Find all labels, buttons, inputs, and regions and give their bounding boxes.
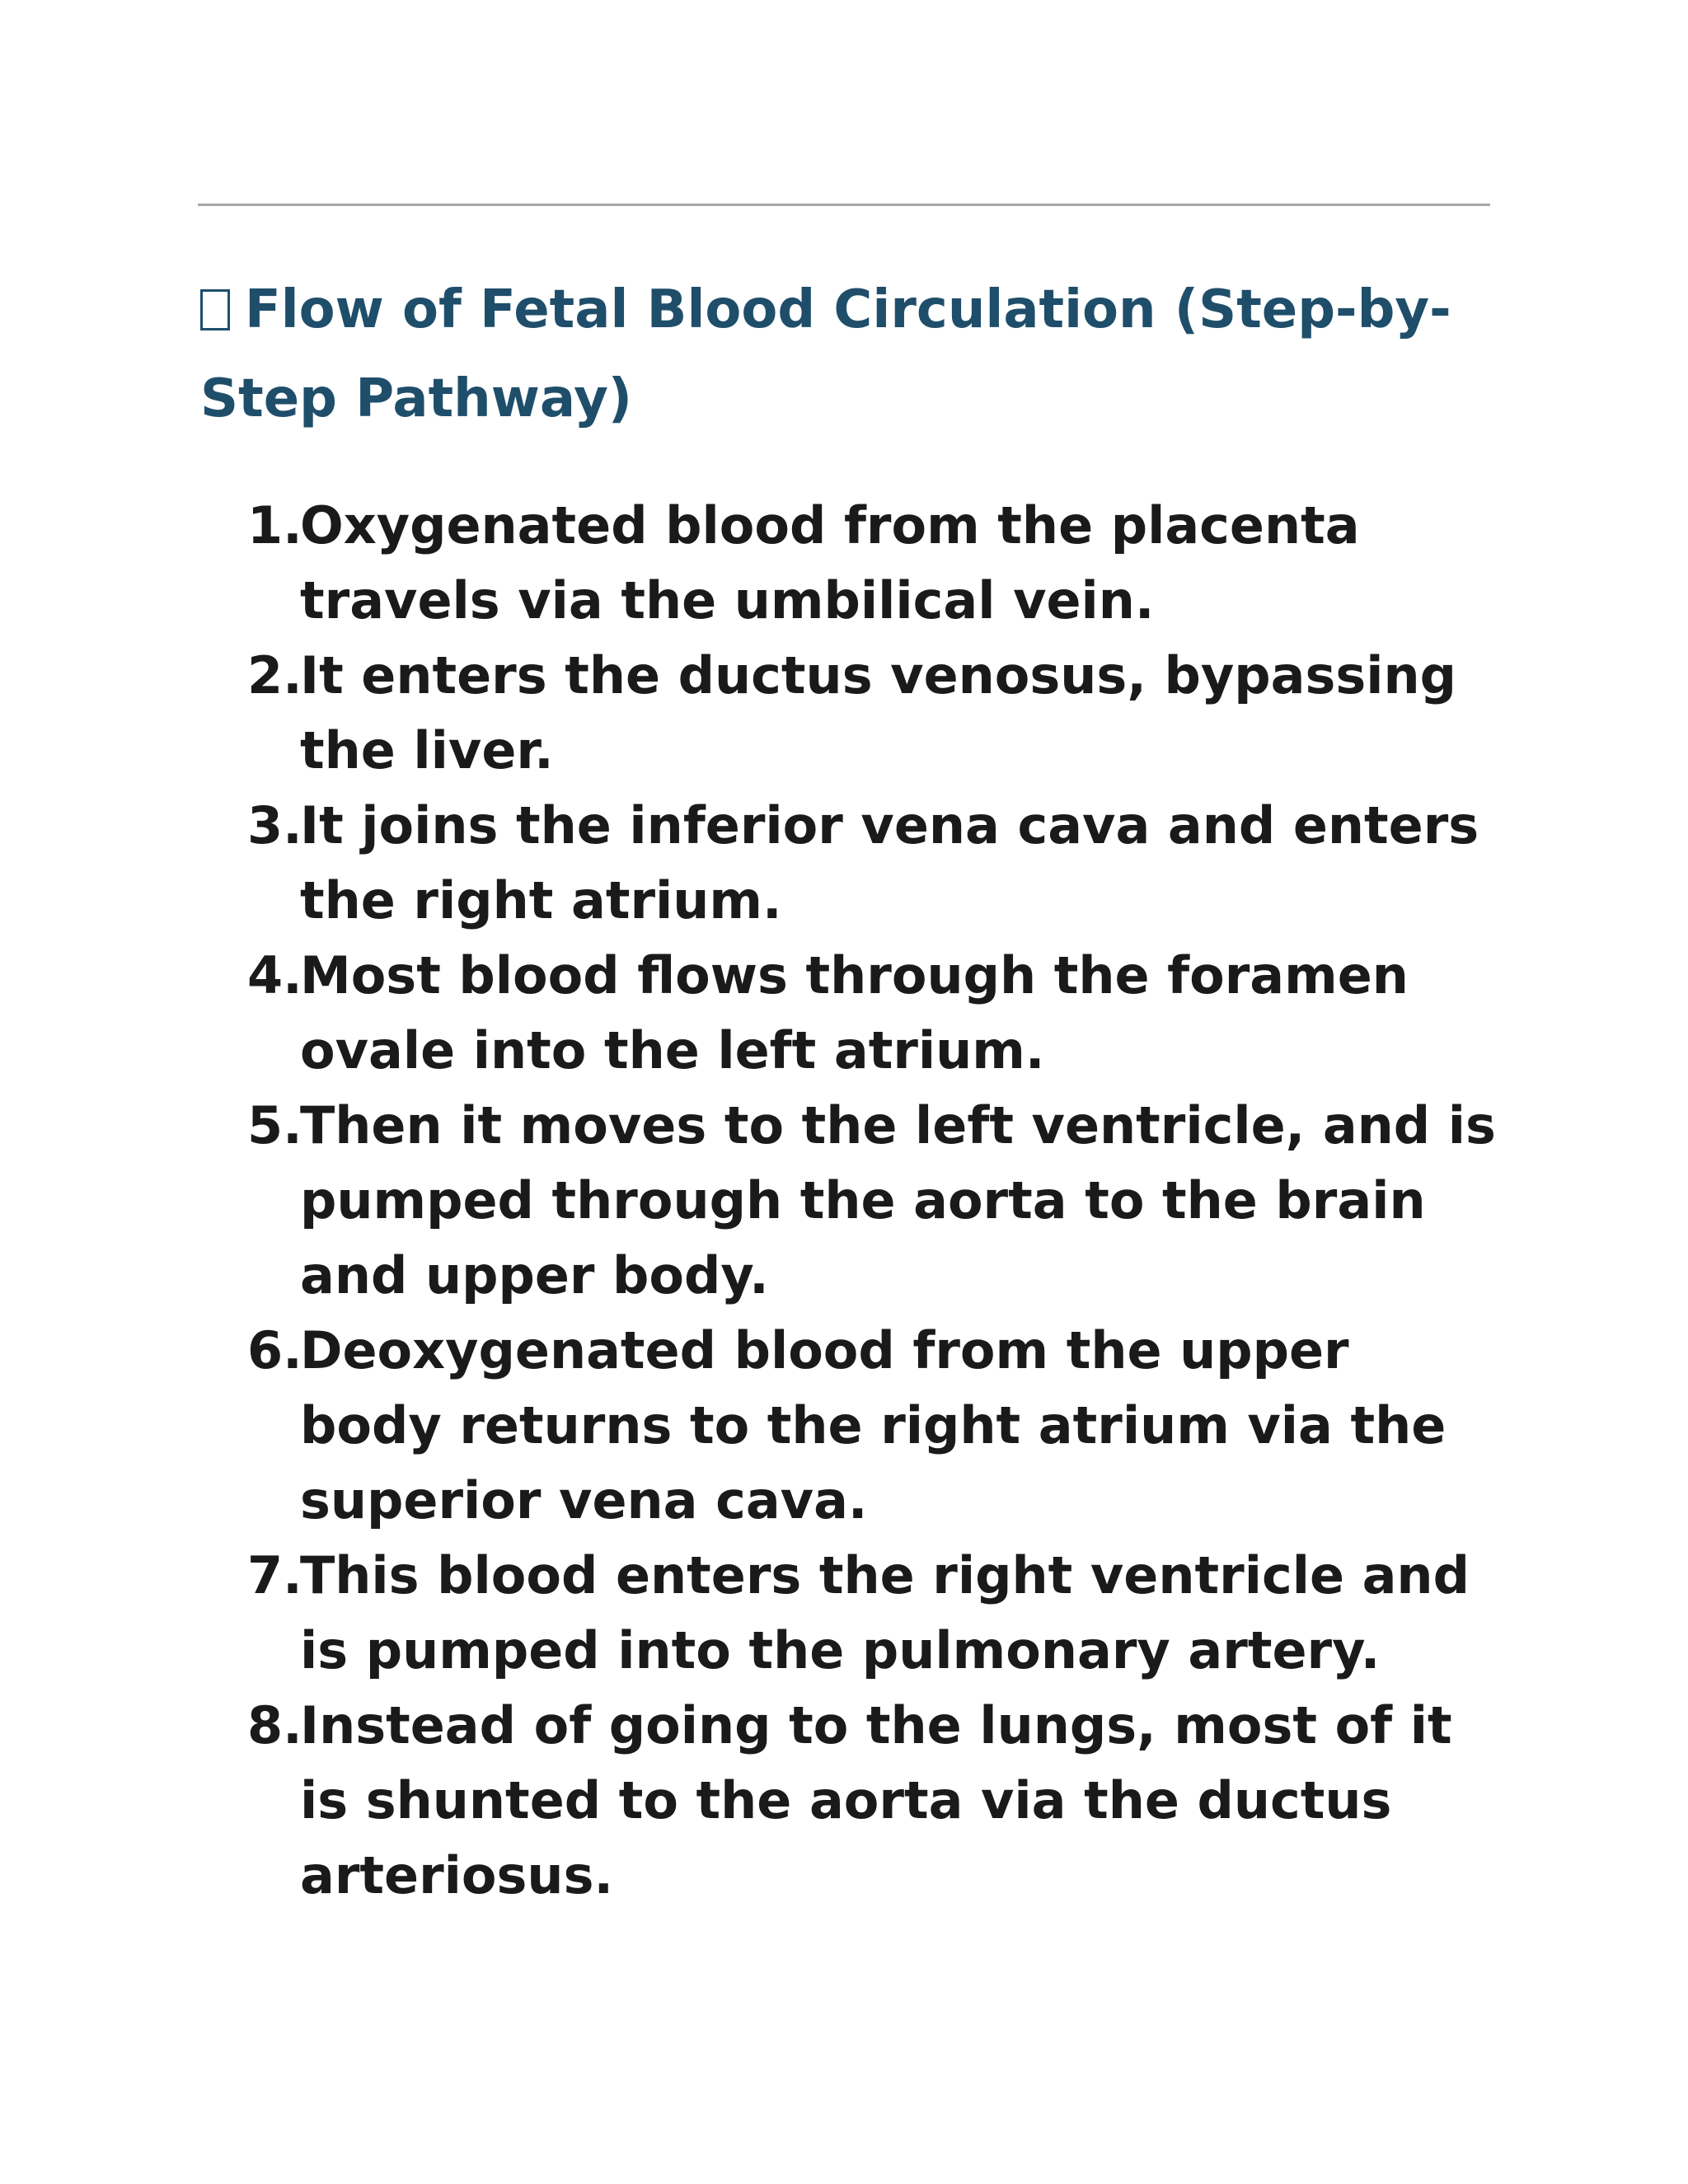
step-number: 5. (247, 1095, 302, 1155)
list-item (247, 1688, 1500, 1913)
step-number: 4. (247, 945, 302, 1005)
horizontal-rule (198, 204, 1490, 206)
step-number: 2. (247, 645, 302, 705)
step-number: 3. (247, 795, 302, 855)
list-item (247, 788, 1500, 938)
steps-list (247, 488, 1500, 1913)
step-text: It joins the inferior vena cava and enters the right atrium. (300, 795, 1479, 930)
list-item (247, 938, 1500, 1088)
list-item (247, 1313, 1500, 1538)
step-text: Then it moves to the left ventricle, and is pumped through the aorta to the brain and upper body. (300, 1095, 1496, 1305)
step-text: Oxygenated blood from the placenta travels via the umbilical vein. (300, 495, 1360, 630)
list-item (247, 1538, 1500, 1688)
step-text: This blood enters the right ventricle and is pumped into the pulmonary artery. (300, 1545, 1470, 1680)
step-number: 7. (247, 1545, 302, 1605)
section-title-text: Flow of Fetal Blood Circulation (Step-by-Step Pathway) (200, 279, 1451, 429)
step-number: 6. (247, 1320, 302, 1380)
step-text: Instead of going to the lungs, most of it is shunted to the aorta via the ductus arteriosus. (300, 1695, 1452, 1905)
step-number: 8. (247, 1695, 302, 1755)
list-item (247, 1088, 1500, 1313)
step-number: 1. (247, 495, 302, 555)
step-text: Most blood flows through the foramen ovale into the left atrium. (300, 945, 1409, 1080)
step-text: Deoxygenated blood from the upper body returns to the right atrium via the superior vena cava. (300, 1320, 1447, 1530)
list-item (247, 488, 1500, 638)
missing-glyph-icon (200, 289, 230, 330)
list-item (247, 638, 1500, 788)
step-text: It enters the ductus venosus, bypassing the liver. (300, 645, 1457, 780)
section-title (200, 265, 1486, 443)
